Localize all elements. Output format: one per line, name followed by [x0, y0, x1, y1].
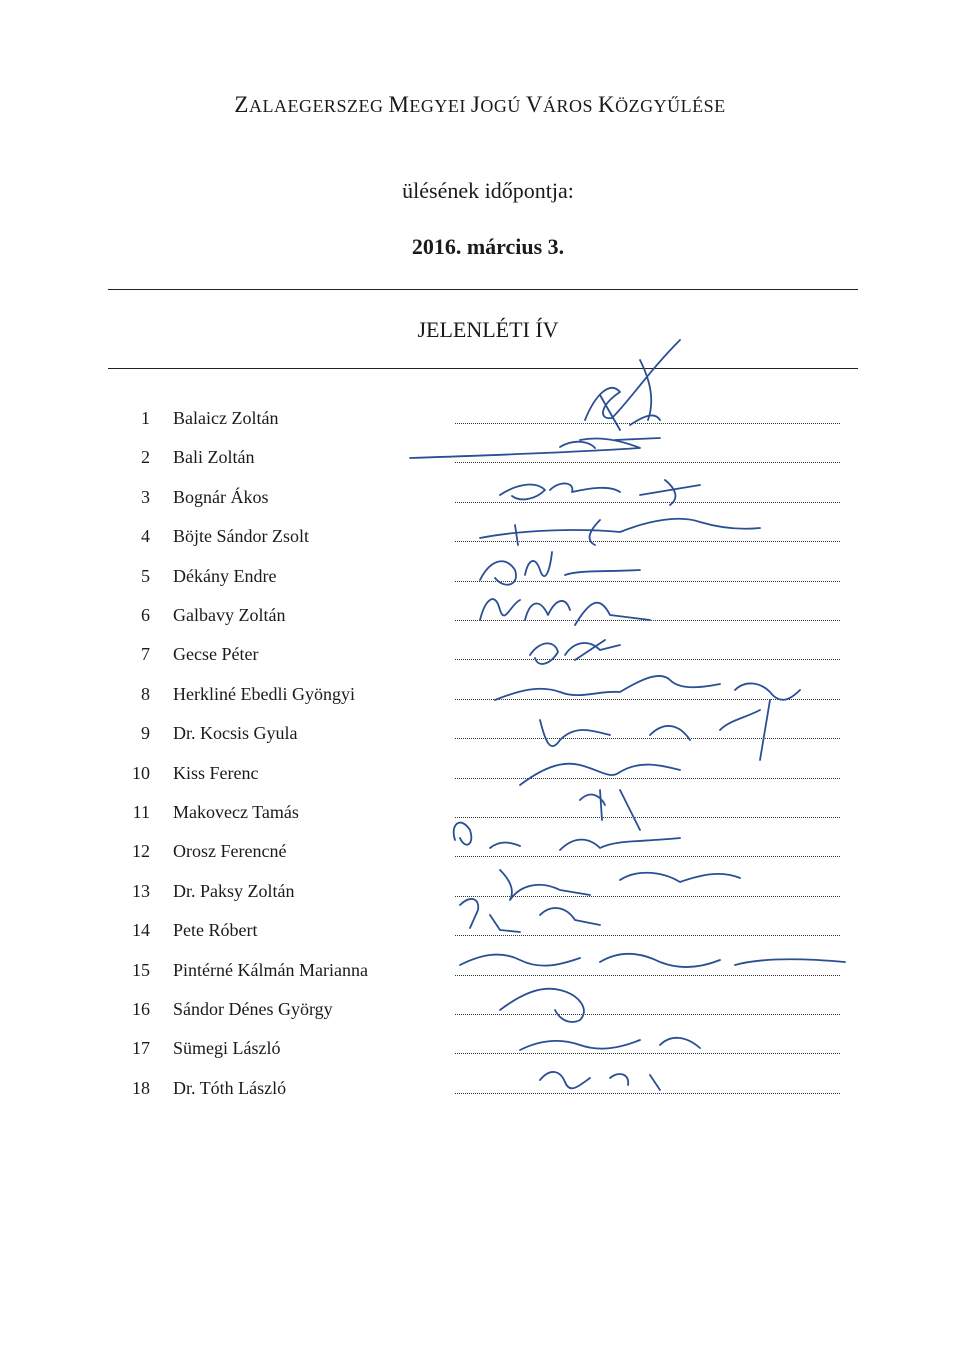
- signature-line: [455, 975, 840, 976]
- attendee-row: [0, 1078, 960, 1108]
- attendee-row: [0, 1038, 960, 1068]
- divider-top: [108, 289, 858, 290]
- attendee-name: Dr. Kocsis Gyula: [173, 723, 298, 744]
- signature-line: [455, 935, 840, 936]
- attendee-name: Dr. Paksy Zoltán: [173, 880, 295, 901]
- attendee-number: 13: [132, 880, 150, 901]
- attendee-number: 8: [141, 683, 150, 704]
- title-part: OGÚ: [480, 96, 526, 116]
- title-part: K: [597, 92, 616, 117]
- attendee-number: 10: [132, 762, 150, 783]
- attendee-row: [0, 999, 960, 1029]
- attendee-name: Sándor Dénes György: [173, 999, 333, 1019]
- attendee-name: Böjte Sándor Zsolt: [173, 526, 309, 547]
- attendee-row: [0, 605, 960, 635]
- signature-line: [455, 738, 840, 739]
- signature-line: [455, 502, 840, 503]
- signature-line: [455, 856, 840, 857]
- attendee-row: [0, 841, 960, 871]
- attendee-name: Pete Róbert: [173, 920, 258, 941]
- attendee-row: [0, 566, 960, 596]
- attendee-row: [0, 684, 960, 714]
- signature-line: [455, 699, 840, 700]
- title-part: ÁROS: [542, 96, 598, 116]
- signature-line: [455, 581, 840, 582]
- meeting-date: 2016. március 3.: [411, 234, 565, 259]
- title-part: Z: [234, 92, 249, 117]
- title-part: EGYEI: [409, 96, 471, 116]
- title-part: ALAEGERSZEG: [248, 96, 389, 116]
- attendee-name: Dékány Endre: [173, 565, 277, 586]
- attendee-number: 9: [141, 723, 150, 744]
- attendee-row: [0, 723, 960, 753]
- attendee-number: 18: [132, 1077, 150, 1098]
- title-part: ÖZGYŰLÉSE: [615, 96, 726, 116]
- attendee-number: 7: [141, 644, 150, 665]
- assembly-title: [0, 92, 960, 118]
- attendee-row: [0, 487, 960, 517]
- attendee-number: 1: [141, 408, 150, 428]
- sheet-title: JELENLÉTI ÍV: [417, 317, 559, 342]
- signature-line: [455, 778, 840, 779]
- signature-line: [455, 1093, 840, 1094]
- signature-line: [455, 541, 840, 542]
- title-part: J: [470, 92, 481, 117]
- signature-line: [455, 423, 840, 424]
- attendee-number: 11: [132, 802, 150, 822]
- signature-line: [455, 659, 840, 660]
- attendee-name: Pintérné Kálmán Marianna: [173, 959, 368, 980]
- attendee-number: 4: [141, 526, 150, 547]
- attendee-row: [0, 881, 960, 911]
- signature-line: [455, 1014, 840, 1015]
- attendee-row: [0, 526, 960, 556]
- divider-bottom: [108, 368, 858, 369]
- attendee-name: Balaicz Zoltán: [173, 408, 279, 428]
- attendee-name: Dr. Tóth László: [173, 1077, 287, 1098]
- signature-line: [455, 462, 840, 463]
- signature-line: [455, 1053, 840, 1054]
- signature-line: [455, 896, 840, 897]
- title-part: M: [388, 92, 410, 117]
- attendee-name: Orosz Ferencné: [173, 841, 287, 862]
- attendee-row: [0, 802, 960, 832]
- attendee-number: 15: [132, 959, 150, 980]
- attendee-row: [0, 408, 960, 438]
- attendee-row: [0, 763, 960, 793]
- attendee-name: Galbavy Zoltán: [173, 605, 286, 625]
- attendee-number: 14: [132, 920, 150, 941]
- attendee-row: [0, 644, 960, 674]
- attendee-row: [0, 960, 960, 990]
- attendee-name: Bognár Ákos: [173, 486, 269, 507]
- attendee-number: 2: [141, 447, 150, 468]
- meeting-date-label: ülésének időpontja:: [402, 178, 574, 203]
- title-part: V: [525, 92, 543, 117]
- attendee-number: 12: [132, 841, 150, 862]
- attendee-number: 16: [132, 999, 150, 1019]
- attendee-name: Gecse Péter: [173, 644, 259, 665]
- attendee-number: 3: [141, 486, 150, 507]
- signature-line: [455, 817, 840, 818]
- attendee-name: Bali Zoltán: [173, 447, 255, 468]
- attendee-name: Kiss Ferenc: [173, 762, 259, 783]
- attendee-name: Sümegi László: [173, 1038, 281, 1059]
- attendee-name: Makovecz Tamás: [173, 802, 299, 822]
- attendee-number: 6: [141, 605, 150, 625]
- attendee-row: [0, 447, 960, 477]
- signature-line: [455, 620, 840, 621]
- attendee-name: Herkliné Ebedli Gyöngyi: [173, 683, 355, 704]
- attendee-number: 5: [141, 565, 150, 586]
- attendee-number: 17: [132, 1038, 150, 1059]
- attendee-row: [0, 920, 960, 950]
